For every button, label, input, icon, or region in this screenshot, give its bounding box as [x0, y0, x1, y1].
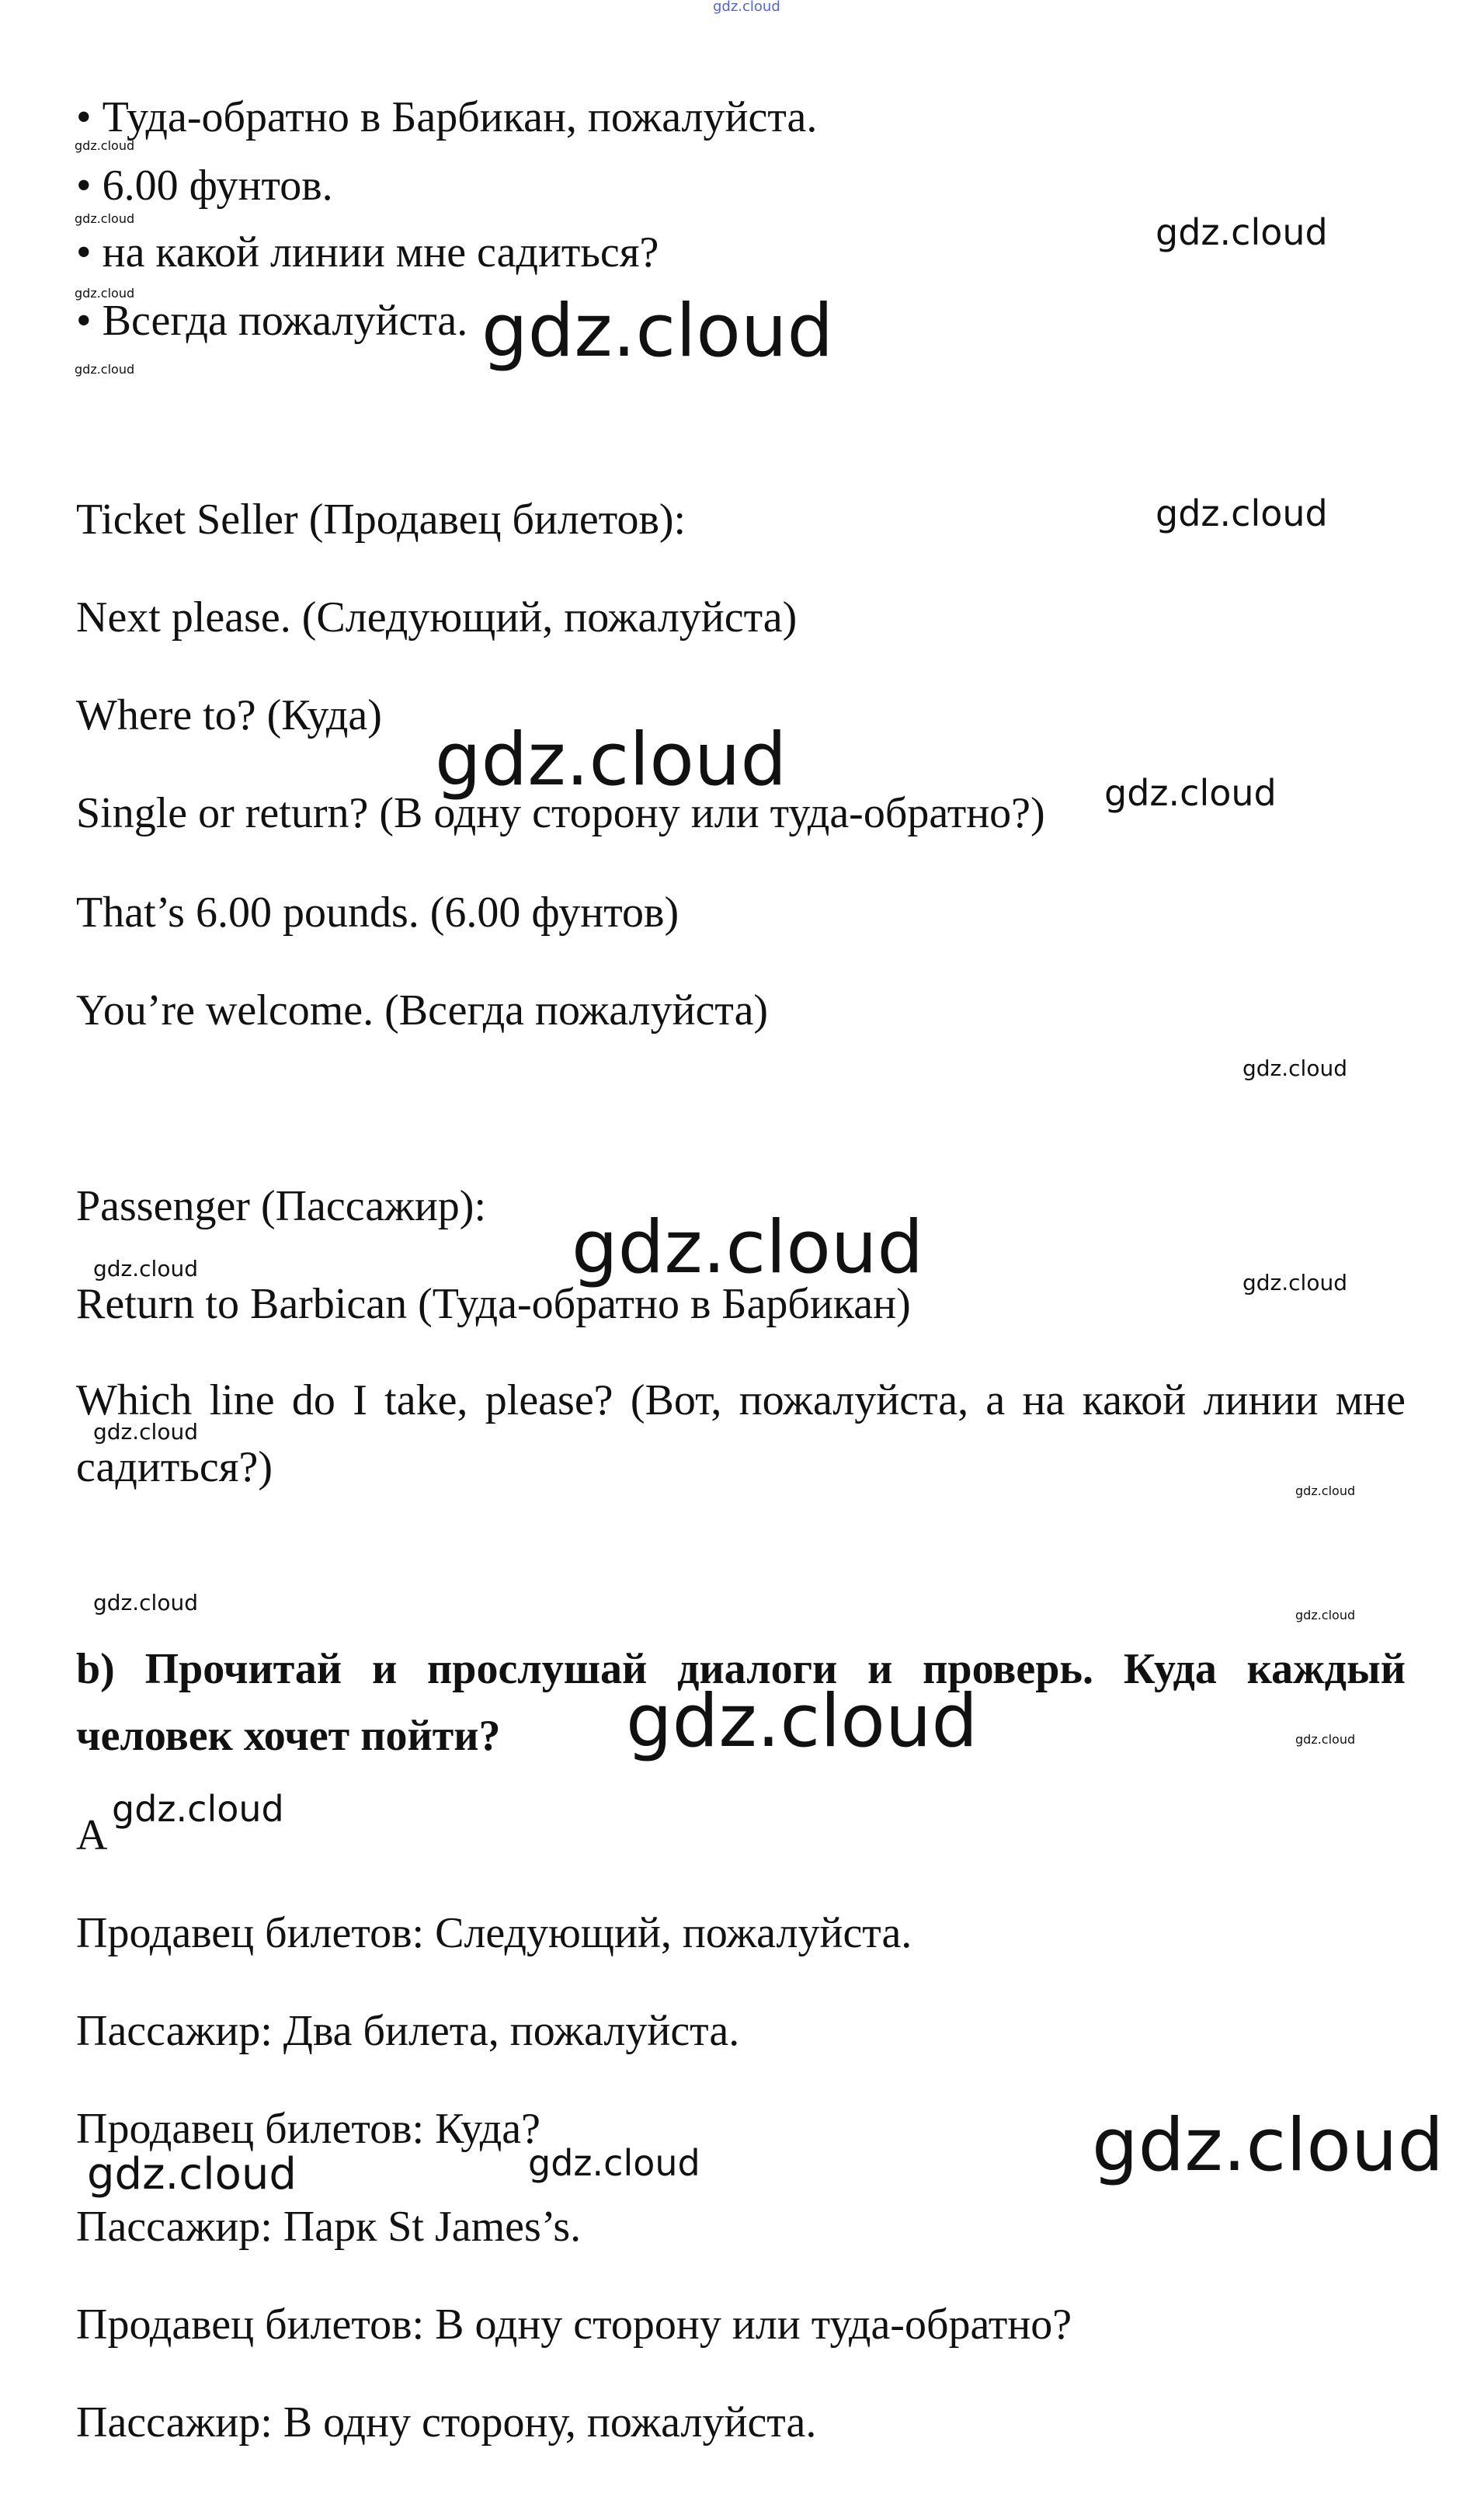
section-heading: Passenger (Пассажир): — [76, 1182, 487, 1230]
dialogue-line: Next please. (Следующий, пожалуйста) — [76, 593, 798, 642]
dialogue-line: Продавец билетов: Следующий, пожалуйста. — [76, 1909, 912, 1957]
watermark: gdz.cloud — [112, 1788, 284, 1830]
bullet-item: • на какой линии мне садиться? — [76, 228, 659, 276]
bullet-item: • 6.00 фунтов. — [76, 162, 333, 210]
dialogue-line: Продавец билетов: Куда? — [76, 2105, 540, 2153]
watermark: gdz.cloud — [1242, 1270, 1347, 1295]
dialogue-line: That’s 6.00 pounds. (6.00 фунтов) — [76, 889, 679, 937]
watermark: gdz.cloud — [572, 1205, 924, 1290]
watermark: gdz.cloud — [1092, 2103, 1444, 2188]
dialogue-line: Where to? (Куда) — [76, 691, 382, 739]
watermark: gdz.cloud — [481, 289, 834, 374]
watermark: gdz.cloud — [93, 1256, 198, 1282]
bullet-item: • Всегда пожалуйста. — [76, 297, 468, 345]
watermark: gdz.cloud — [1295, 1732, 1356, 1747]
dialogue-line: Продавец билетов: В одну сторону или туда-обратно? — [76, 2301, 1072, 2349]
watermark: gdz.cloud — [93, 1590, 198, 1615]
watermark: gdz.cloud — [1295, 1483, 1356, 1498]
watermark: gdz.cloud — [75, 211, 135, 226]
dialogue-line: Single or return? (В одну сторону или туда-обратно?) — [76, 789, 1045, 837]
watermark: gdz.cloud — [87, 2149, 297, 2200]
watermark: gdz.cloud — [528, 2142, 700, 2184]
watermark: gdz.cloud — [1104, 772, 1277, 814]
watermark: gdz.cloud — [75, 286, 135, 301]
watermark: gdz.cloud — [1242, 1055, 1347, 1081]
watermark: gdz.cloud — [75, 362, 135, 377]
bullet-item: • Туда-обратно в Барбикан, пожалуйста. — [76, 93, 818, 141]
watermark: gdz.cloud — [626, 1679, 978, 1764]
watermark: gdz.cloud — [93, 1419, 198, 1445]
task-heading: b) Прочитай и прослушай диалоги и проверь. Куда каждый человек хочет пойти? — [76, 1645, 1406, 1760]
dialogue-label: A — [76, 1811, 108, 1859]
dialogue-line: Return to Barbican (Туда-обратно в Барбикан) — [76, 1280, 911, 1328]
dialogue-line: You’re welcome. (Всегда пожалуйста) — [76, 986, 769, 1035]
dialogue-line: Пассажир: В одну сторону, пожалуйста. — [76, 2398, 817, 2447]
watermark: gdz.cloud — [1295, 1608, 1356, 1622]
watermark: gdz.cloud — [1156, 211, 1328, 253]
dialogue-line: Пассажир: Парк St James’s. — [76, 2203, 582, 2251]
dialogue-line: Which line do I take, please? (Вот, пожалуйста, а на какой линии мне садиться?) — [76, 1376, 1406, 1491]
watermark: gdz.cloud — [1156, 492, 1328, 534]
section-heading: Ticket Seller (Продавец билетов): — [76, 496, 686, 544]
dialogue-line: Пассажир: Два билета, пожалуйста. — [76, 2007, 740, 2055]
watermark: gdz.cloud — [713, 0, 780, 15]
watermark: gdz.cloud — [75, 138, 135, 153]
watermark: gdz.cloud — [435, 718, 787, 802]
